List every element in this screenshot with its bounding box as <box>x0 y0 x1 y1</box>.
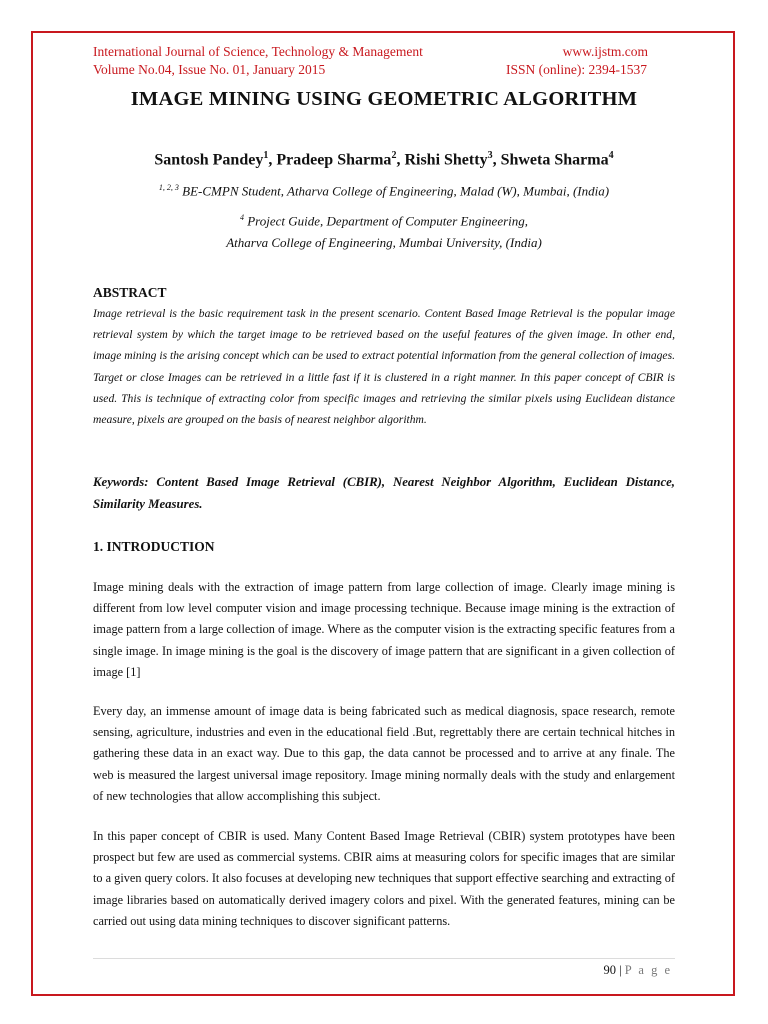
author-sup: 1 <box>263 150 269 161</box>
affiliation-guide: $^4$ Project Guide, Department of Computer Engineering, <box>239 213 529 229</box>
footer-rule <box>93 958 675 959</box>
author-name: Pradeep Sharma <box>276 151 392 169</box>
intro-paragraph-2: Every day, an immense amount of image data is being fabricated such as medical diagnosis, space research, remote sensing, agriculture, industries and even in the educational field .But, regrettably there are certain technical hitches in gathering these data in an exact way. Due to this gap, the data cannot be processed and to arrive at any finale. The web is measured the largest universal image repository. Image mining normally deals with the study and enlargement of new technologies that allow accomplishing this subject. <box>93 704 675 803</box>
journal-name: International Journal of Science, Technology & Management <box>93 44 423 59</box>
page-number-value: 90 <box>603 963 617 977</box>
author-sup: 2 <box>391 150 397 161</box>
affiliation-college: Atharva College of Engineering, Mumbai University, (India) <box>226 235 542 250</box>
abstract-heading: ABSTRACT <box>93 285 167 300</box>
intro-paragraph-3: In this paper concept of CBIR is used. Many Content Based Image Retrieval (CBIR) system prototypes have been prospect but few are used as commercial systems. CBIR aims at measuring colors for specific images that are similar to a given query colors. It also focuses at developing new techniques that support effective searching and extracting of image libraries based on automatically derived imagery colors and pixel. With the generated features, mining can be carried out using data mining techniques to discover significant patterns. <box>93 829 675 928</box>
affiliation-students: $^{1, 2, 3}$ BE-CMPN Student, Atharva College of Engineering, Malad (W), Mumbai, (India) <box>158 183 610 199</box>
author-name: Rishi Shetty <box>404 151 488 169</box>
abstract-text: Image retrieval is the basic requirement task in the present scenario. Content Based Image Retrieval is the popular image retrieval system by which the target image to be retrieved based on the useful features of the given image. In other end, image mining is the arising concept which can be used to extract potential information from the general collection of images. Target or close Images can be retrieved in a little fast if it is clustered in a right manner. In this paper concept of CBIR is used. This is technique of extracting color from specific images and retrieving the similar pixels using Euclidean distance measure, pixels are grouped on the basis of nearest neighbor algorithm. <box>93 307 675 427</box>
issn-info: ISSN (online): 2394-1537 <box>506 62 647 77</box>
author-sup: 3 <box>487 150 493 161</box>
author-name: Santosh Pandey <box>154 151 264 169</box>
page-number: 90 | P a g e <box>603 963 672 977</box>
author-sup: 4 <box>608 150 614 161</box>
intro-paragraph-1: Image mining deals with the extraction of image pattern from large collection of image. Clearly image mining is different from low level computer vision and image processing technique. Because image mining is the extraction of image pattern from a large collection of image. Where as the computer vision is the extracting specific features from a single image. In image mining is the goal is the discovery of image pattern that are significant in a given collection of image [1] <box>93 580 675 679</box>
paper-title: IMAGE MINING USING GEOMETRIC ALGORITHM <box>130 88 638 110</box>
author-name: Shweta Sharma <box>500 151 609 169</box>
author-list: Santosh Pandey$^1$, Pradeep Sharma$^2$, Rishi Shetty$^3$, Shweta Sharma$^4$ <box>154 150 614 169</box>
keywords: Keywords: Content Based Image Retrieval (CBIR), Nearest Neighbor Algorithm, Euclidean Distance, Similarity Measures. <box>93 475 675 511</box>
volume-info: Volume No.04, Issue No. 01, January 2015 <box>93 62 326 77</box>
page-label: P a g e <box>624 963 672 977</box>
introduction-heading: 1. INTRODUCTION <box>93 539 215 554</box>
journal-url[interactable]: www.ijstm.com <box>562 44 648 59</box>
